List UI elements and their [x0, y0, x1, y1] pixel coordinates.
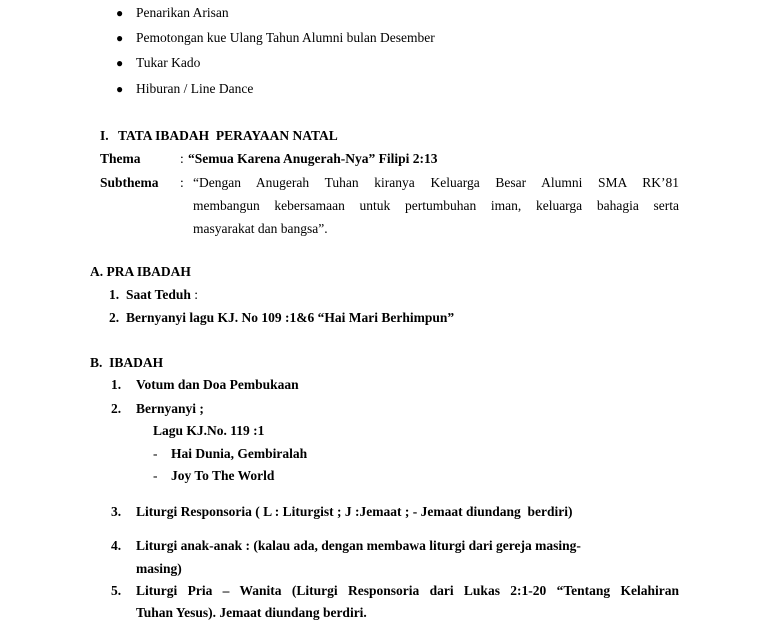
lagu-line: Lagu KJ.No. 119 :1 [153, 423, 265, 438]
section-b-title: B. IBADAH [90, 355, 164, 370]
ibadah-item-text: Liturgi Responsoria ( L : Liturgist ; J :Jemaat ; - Jemaat diundang berdiri) [136, 504, 573, 519]
section-i-title: TATA IBADAH PERAYAAN NATAL [118, 128, 338, 143]
song-title: Hai Dunia, Gembiralah [171, 446, 308, 461]
bullet-item: Tukar Kado [136, 55, 201, 70]
pra-item-suffix: : [190, 287, 199, 302]
ibadah-item-number: 3. [111, 504, 122, 519]
thema-colon: : [180, 151, 184, 166]
song-title: Joy To The World [171, 468, 275, 483]
subthema-line-3: masyarakat dan bangsa”. [193, 221, 328, 236]
thema-label: Thema [100, 151, 141, 166]
song-dash: - [153, 446, 158, 461]
bullet-item: Pemotongan kue Ulang Tahun Alumni bulan Desember [136, 30, 435, 45]
pra-item-label: Bernyanyi lagu KJ. No 109 :1&6 “Hai Mari Berhimpun” [126, 310, 455, 325]
subthema-line-2: membangun kebersamaan untuk pertumbuhan iman, keluarga bahagia serta [193, 198, 679, 213]
ibadah-item-line-1: Liturgi anak-anak : (kalau ada, dengan membawa liturgi dari gereja masing- [136, 538, 581, 553]
ibadah-item-number: 5. [111, 583, 122, 598]
bullet-icon: ● [116, 31, 124, 45]
ibadah-item-text: Bernyanyi ; [136, 401, 204, 416]
pra-item-number: 1. [109, 287, 120, 302]
ibadah-item-number: 4. [111, 538, 122, 553]
ibadah-item-text: Votum dan Doa Pembukaan [136, 377, 299, 392]
subthema-line-1: “Dengan Anugerah Tuhan kiranya Keluarga Besar Alumni SMA RK’81 [193, 175, 679, 190]
bullet-icon: ● [116, 6, 124, 20]
subthema-colon: : [180, 175, 184, 190]
pra-item-label: Saat Teduh [126, 287, 191, 302]
subthema-label: Subthema [100, 175, 159, 190]
bullet-icon: ● [116, 56, 124, 70]
bullet-item: Penarikan Arisan [136, 5, 229, 20]
ibadah-item-number: 2. [111, 401, 122, 416]
pra-item [126, 286, 198, 304]
bullet-item: Hiburan / Line Dance [136, 81, 254, 96]
ibadah-item-number: 1. [111, 377, 122, 392]
bullet-icon: ● [116, 82, 124, 96]
song-dash: - [153, 468, 158, 483]
thema-value: “Semua Karena Anugerah-Nya” Filipi 2:13 [188, 151, 438, 166]
section-a-title: A. PRA IBADAH [90, 264, 191, 279]
ibadah-item-line-2: Tuhan Yesus). Jemaat diundang berdiri. [136, 605, 367, 620]
section-i-numeral: I. [100, 128, 109, 143]
ibadah-item-line-2: masing) [136, 561, 182, 576]
pra-item-number: 2. [109, 310, 120, 325]
ibadah-item-line-1: Liturgi Pria – Wanita (Liturgi Responsoria dari Lukas 2:1-20 “Tentang Kelahiran [136, 583, 679, 598]
